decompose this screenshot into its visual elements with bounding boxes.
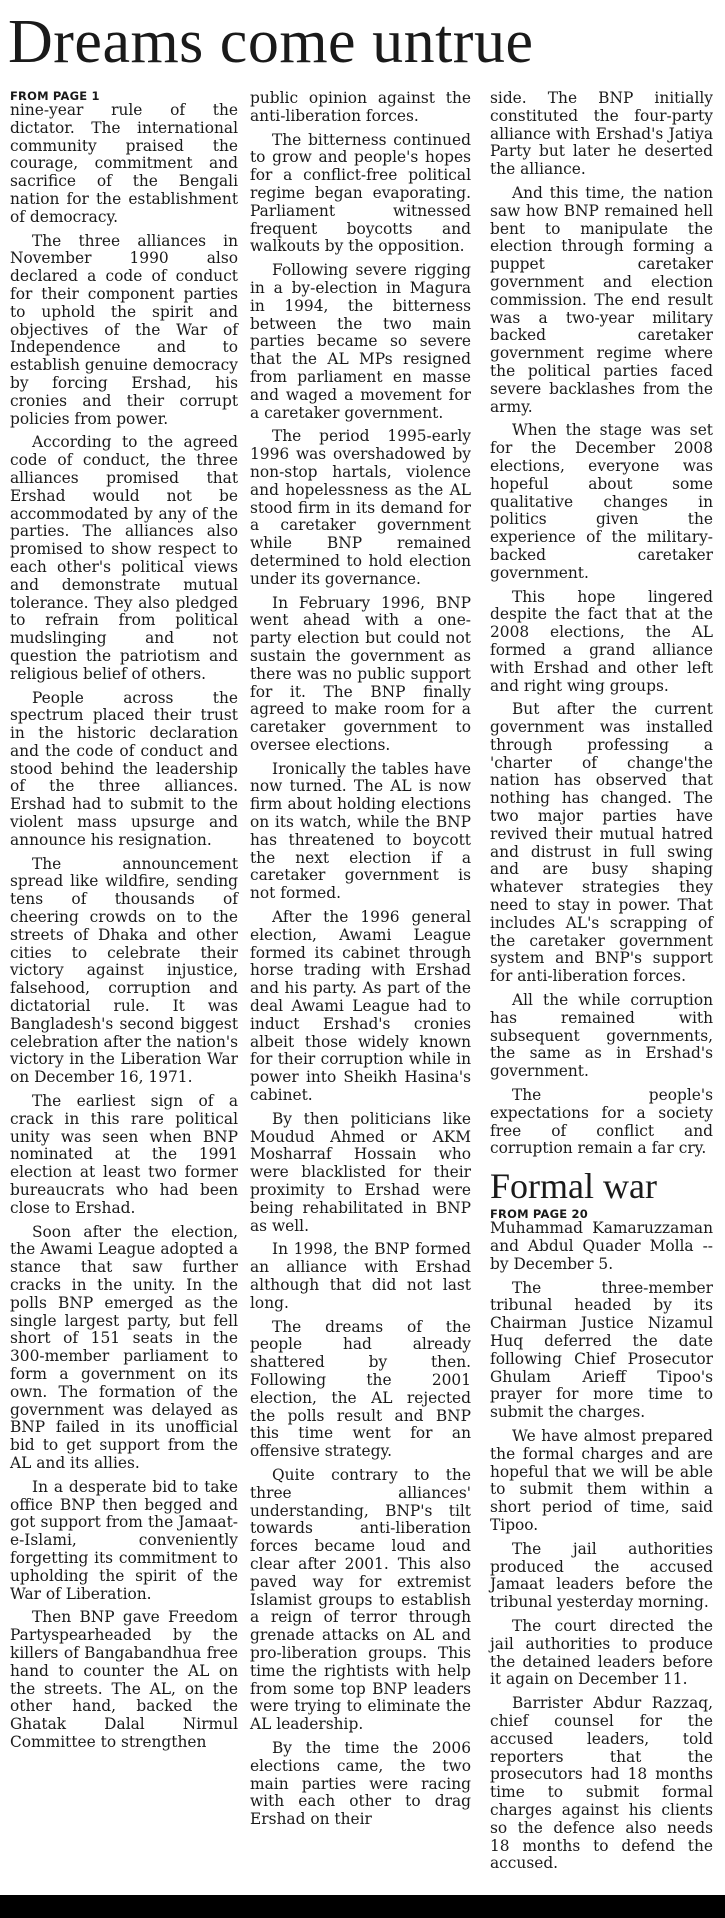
column-2 [250, 90, 471, 1835]
paragraph: In February 1996, BNP went ahead with a one-party election but could not sustain the government as there was no public support for it. The BNP finally agreed to make room for a caretaker government to oversee elections. [250, 593, 471, 754]
paragraph: The dreams of the people had already shattered by then. Following the 2001 election, the AL rejected the polls result and BNP this time went for an offensive strategy. [250, 1317, 471, 1461]
paragraph: When the stage was set for the December 2008 elections, everyone was hopeful about some qualitative changes in politics given the experience of the military-backed caretaker government. [490, 421, 713, 582]
paragraph: In a desperate bid to take office BNP then begged and got support from the Jamaat-e-Islami, conveniently forgetting its commitment to upholding the spirit of the War of Liberation. [10, 1477, 238, 1603]
paragraph: nine-year rule of the dictator. The international community praised the courage, commitment and sacrifice of the Bengali nation for the establishment of democracy. [10, 101, 238, 226]
paragraph: Muhammad Kamaruzzaman and Abdul Quader Molla -- by December 5. [490, 1219, 713, 1273]
paragraph: Following severe rigging in a by-election in Magura in 1994, the bitterness between the two main parties became so severe that the AL MPs resigned from parliament en masse and waged a movement for a caretaker government. [250, 261, 471, 422]
paragraph: After the 1996 general election, Awami League formed its cabinet through horse trading with Ershad and his party. As part of the deal Awami League had to induct Ershad's cronies albeit those widely known for their corruption while in power into Sheikh Hasina's cabinet. [250, 908, 471, 1105]
paragraph: The three-member tribunal headed by its Chairman Justice Nizamul Huq deferred the date following Chief Prosecutor Ghulam Arieff Tipoo's prayer for more time to submit the charges. [490, 1278, 713, 1422]
paragraph: We have almost prepared the formal charges and are hopeful that we will be able to submit them within a short period of time, said Tipoo. [490, 1426, 713, 1534]
paragraph: Soon after the election, the Awami League adopted a stance that saw further cracks in the unity. In the polls BNP emerged as the single largest party, but fell short of 151 seats in the 300-member parliament to form a government on its own. The formation of the government was delayed as BNP failed in its unofficial bid to get support from the AL and its allies. [10, 1222, 238, 1472]
paragraph: Quite contrary to the three alliances' understanding, BNP's tilt towards anti-liberation forces became loud and clear after 2001. This also paved way for extremist Islamist groups to establish a reign of terror through grenade attacks on AL and pro-liberation groups. This time the rightists with help from some top BNP leaders were trying to eliminate the AL leadership. [250, 1465, 471, 1734]
column-1 [10, 90, 238, 1758]
paragraph: By then politicians like Moudud Ahmed or AKM Mosharraf Hossain who were blacklisted for their proximity to Ershad were being rehabilitated in BNP as well. [250, 1109, 471, 1235]
paragraph: But after the current government was installed through professing a 'charter of change'the nation has observed that nothing has changed. The two major parties have revived their mutual hatred and distrust in full swing and are busy shaping whatever strategies they need to stay in power. That includes AL's scrapping of the caretaker government system and BNP's support for anti-liberation forces. [490, 700, 713, 986]
paragraph: The court directed the jail authorities to produce the detained leaders before it again on December 11. [490, 1616, 713, 1689]
paragraph: The three alliances in November 1990 also declared a code of conduct for their component parties to uphold the spirit and objectives of the War of Independence and to establish genuine democracy by forcing Ershad, his cronies and their corrupt policies from power. [10, 231, 238, 428]
paragraph: And this time, the nation saw how BNP remained hell bent to manipulate the election through forming a puppet caretaker government and election commission. The end result was a two-year military backed caretaker government regime where the political parties faced severe backlashes from the army. [490, 183, 713, 416]
paragraph: Ironically the tables have now turned. The AL is now firm about holding elections on its watch, while the BNP has threatened to boycott the next election if a caretaker government is not formed. [250, 759, 471, 903]
paragraph: public opinion against the anti-liberation forces. [250, 89, 471, 125]
paragraph: All the while corruption has remained with subsequent governments, the same as in Ershad's government. [490, 991, 713, 1081]
paragraph: According to the agreed code of conduct, the three alliances promised that Ershad would not be accommodated by any of the parties. The alliances also promised to show respect to each other's political views and demonstrate mutual tolerance. They also pledged to refrain from political mudslinging and not question the patriotism and religious belief of others. [10, 433, 238, 683]
paragraph: The jail authorities produced the accused Jamaat leaders before the tribunal yesterday morning. [490, 1539, 713, 1612]
column-3 [490, 90, 713, 1879]
paragraph: People across the spectrum placed their trust in the historic declaration and the code of conduct and stood behind the leadership of the three alliances. Ershad had to submit to the violent mass upsurge and announce his resignation. [10, 688, 238, 849]
paragraph: The bitterness continued to grow and people's hopes for a conflict-free political regime began evaporating. Parliament witnessed frequent boycotts and walkouts by the opposition. [250, 130, 471, 256]
paragraph: side. The BNP initially constituted the four-party alliance with Ershad's Jatiya Party but later he deserted the alliance. [490, 89, 713, 179]
paragraph: Then BNP gave Freedom Partyspearheaded by the killers of Bangabandhua free hand to counter the AL on the streets. The AL, on the other hand, backed the Ghatak Dalal Nirmul Committee to strengthen [10, 1608, 238, 1751]
kicker: FROM PAGE 1 [10, 89, 100, 103]
bottom-edge-bar [0, 1895, 725, 1918]
paragraph: The earliest sign of a crack in this rare political unity was seen when BNP nominated at the 1991 election at least two former bureaucrats who had been close to Ershad. [10, 1092, 238, 1217]
paragraph: In 1998, the BNP formed an alliance with Ershad although that did not last long. [250, 1240, 471, 1312]
paragraph: The period 1995-early 1996 was overshadowed by non-stop hartals, violence and hopelessness as the AL stood firm in its demand for a caretaker government while BNP remained determined to hold election under its governance. [250, 427, 471, 588]
kicker: FROM PAGE 20 [490, 1207, 588, 1222]
paragraph: The people's expectations for a society free of conflict and corruption remain a far cry. [490, 1086, 713, 1158]
paragraph: This hope lingered despite the fact that at the 2008 elections, the AL formed a grand alliance with Ershad and other left and right wing groups. [490, 587, 713, 695]
headline: Dreams come untrue [8, 8, 534, 76]
paragraph: Barrister Abdur Razzaq, chief counsel for the accused leaders, told reporters that the prosecutors had 18 months time to submit formal charges against his clients so the defence also needs 18 months to defend the accused. [490, 1694, 713, 1873]
paragraph: The announcement spread like wildfire, sending tens of thousands of cheering crowds on to the streets of Dhaka and other cities to celebrate their victory against injustice, falsehood, corruption and dictatorial rule. It was Bangladesh's second biggest celebration after the nation's victory in the Liberation War on December 16, 1971. [10, 854, 238, 1087]
paragraph: By the time the 2006 elections came, the two main parties were racing with each other to drag Ershad on their [250, 1738, 471, 1829]
subheadline: Formal war [490, 1166, 657, 1207]
